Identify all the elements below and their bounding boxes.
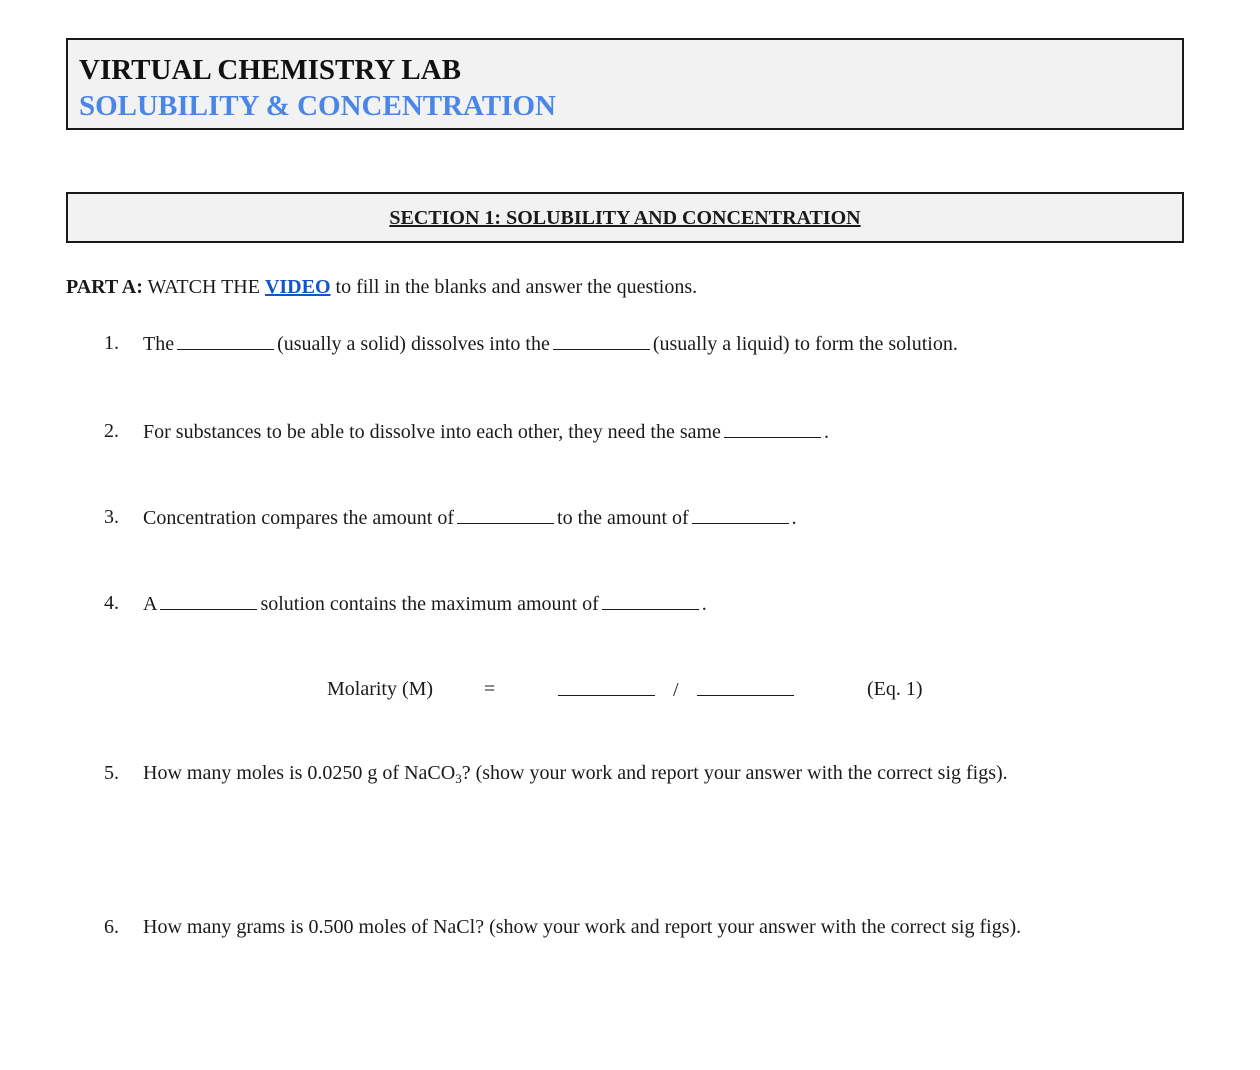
question-4-end: . [701, 593, 707, 615]
question-3-number: 3. [104, 506, 119, 528]
part-a-instructions [66, 275, 697, 299]
question-4-blank-1[interactable] [160, 591, 257, 610]
equation-blank-numerator[interactable] [558, 677, 655, 696]
question-5-text-2: ? (show your work and report your answer with the correct sig figs). [461, 762, 1008, 784]
question-4-blank-2[interactable] [602, 591, 699, 610]
question-3 [143, 505, 797, 530]
question-2-blank-1[interactable] [724, 419, 821, 438]
question-5-subscript: 3 [455, 771, 462, 786]
question-2 [143, 419, 829, 444]
question-2-end: . [823, 421, 829, 443]
question-3-blank-1[interactable] [457, 505, 554, 524]
question-1-number: 1. [104, 332, 119, 354]
question-6-number: 6. [104, 916, 119, 938]
question-3-text-1: Concentration compares the amount of [143, 507, 455, 529]
question-5 [143, 761, 1008, 785]
equation-label: Molarity (M) [327, 678, 434, 700]
question-2-text-1: For substances to be able to dissolve into each other, they need the same [143, 421, 721, 443]
question-3-end: . [791, 507, 797, 529]
question-3-blank-2[interactable] [692, 505, 789, 524]
question-1-text-3: (usually a liquid) to form the solution. [652, 333, 958, 355]
question-4-number: 4. [104, 592, 119, 614]
part-a-text-before: WATCH THE [147, 276, 260, 298]
question-6: How many grams is 0.500 moles of NaCl? (show your work and report your answer with the correct sig figs). [143, 916, 1022, 938]
question-4-text-2: solution contains the maximum amount of [260, 593, 599, 615]
equation-blank-denominator[interactable] [697, 677, 794, 696]
question-3-text-2: to the amount of [557, 507, 689, 529]
document-subtitle: SOLUBILITY & CONCENTRATION [79, 90, 556, 122]
question-4 [143, 591, 707, 616]
question-1-blank-2[interactable] [553, 331, 650, 350]
question-4-text-1: A [143, 593, 158, 615]
question-1-blank-1[interactable] [177, 331, 274, 350]
equation-divider: / [673, 679, 679, 701]
section-box [66, 192, 1184, 243]
part-a-text-after: to fill in the blanks and answer the questions. [335, 276, 698, 298]
part-a-label: PART A: [66, 276, 143, 298]
section-title: SECTION 1: SOLUBILITY AND CONCENTRATION [389, 207, 861, 229]
question-5-text-1: How many moles is 0.0250 g of NaCO [143, 762, 456, 784]
question-2-number: 2. [104, 420, 119, 442]
question-5-number: 5. [104, 762, 119, 784]
video-link[interactable]: VIDEO [264, 276, 331, 298]
equation-blanks [555, 677, 797, 702]
equation-equals: = [484, 678, 496, 700]
title-box [66, 38, 1184, 130]
document-title: VIRTUAL CHEMISTRY LAB [79, 54, 462, 86]
question-1-text-1: The [143, 333, 175, 355]
question-1-text-2: (usually a solid) dissolves into the [277, 333, 550, 355]
equation-ref: (Eq. 1) [867, 678, 923, 700]
question-1 [143, 331, 958, 356]
